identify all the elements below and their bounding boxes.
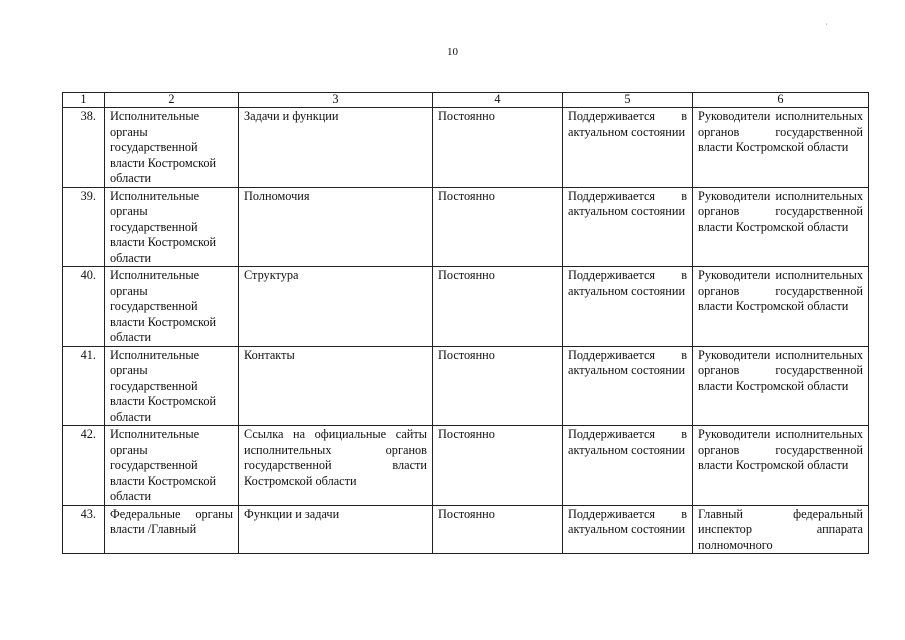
table-row — [63, 187, 869, 267]
subject-cell: Исполнительные органы государственной власти Костромской области — [105, 108, 239, 188]
row-number: 41. — [63, 346, 105, 426]
content-cell: Структура — [239, 267, 433, 347]
period-cell: Постоянно — [433, 187, 563, 267]
column-header: 2 — [105, 93, 239, 108]
status-cell: Поддерживается в актуальном состоянии — [563, 267, 693, 347]
column-header: 4 — [433, 93, 563, 108]
status-cell: Поддерживается в актуальном состоянии — [563, 187, 693, 267]
content-cell: Задачи и функции — [239, 108, 433, 188]
table-row — [63, 108, 869, 188]
status-cell: Поддерживается в актуальном состоянии — [563, 426, 693, 506]
content-cell: Контакты — [239, 346, 433, 426]
responsible-cell: Руководители исполнительных органов государственной власти Костромской области — [693, 346, 869, 426]
column-header: 3 — [239, 93, 433, 108]
corner-mark: , — [826, 20, 828, 26]
column-header: 5 — [563, 93, 693, 108]
row-number: 39. — [63, 187, 105, 267]
responsible-cell: Руководители исполнительных органов государственной власти Костромской области — [693, 108, 869, 188]
table-row — [63, 505, 869, 554]
period-cell: Постоянно — [433, 267, 563, 347]
row-number: 38. — [63, 108, 105, 188]
table-header-row — [63, 93, 869, 108]
responsible-cell: Руководители исполнительных органов государственной власти Костромской области — [693, 187, 869, 267]
status-cell: Поддерживается в актуальном состоянии — [563, 108, 693, 188]
row-number: 42. — [63, 426, 105, 506]
document-table — [62, 92, 869, 554]
responsible-cell: Руководители исполнительных органов государственной власти Костромской области — [693, 267, 869, 347]
subject-cell: Исполнительные органы государственной власти Костромской области — [105, 267, 239, 347]
content-cell: Ссылка на официальные сайты исполнительных органов государственной власти Костромской области — [239, 426, 433, 506]
period-cell: Постоянно — [433, 426, 563, 506]
subject-cell: Исполнительные органы государственной власти Костромской области — [105, 187, 239, 267]
responsible-cell: Главный федеральный инспектор аппарата полномочного — [693, 505, 869, 554]
table-row — [63, 346, 869, 426]
subject-cell: Исполнительные органы государственной власти Костромской области — [105, 426, 239, 506]
content-cell: Полномочия — [239, 187, 433, 267]
period-cell: Постоянно — [433, 346, 563, 426]
subject-cell: Исполнительные органы государственной власти Костромской области — [105, 346, 239, 426]
subject-cell: Федеральные органы власти /Главный — [105, 505, 239, 554]
period-cell: Постоянно — [433, 505, 563, 554]
table-row — [63, 267, 869, 347]
column-header: 1 — [63, 93, 105, 108]
status-cell: Поддерживается в актуальном состоянии — [563, 505, 693, 554]
page-number: 10 — [447, 46, 458, 58]
period-cell: Постоянно — [433, 108, 563, 188]
table-row — [63, 426, 869, 506]
column-header: 6 — [693, 93, 869, 108]
row-number: 40. — [63, 267, 105, 347]
row-number: 43. — [63, 505, 105, 554]
content-cell: Функции и задачи — [239, 505, 433, 554]
status-cell: Поддерживается в актуальном состоянии — [563, 346, 693, 426]
responsible-cell: Руководители исполнительных органов государственной власти Костромской области — [693, 426, 869, 506]
